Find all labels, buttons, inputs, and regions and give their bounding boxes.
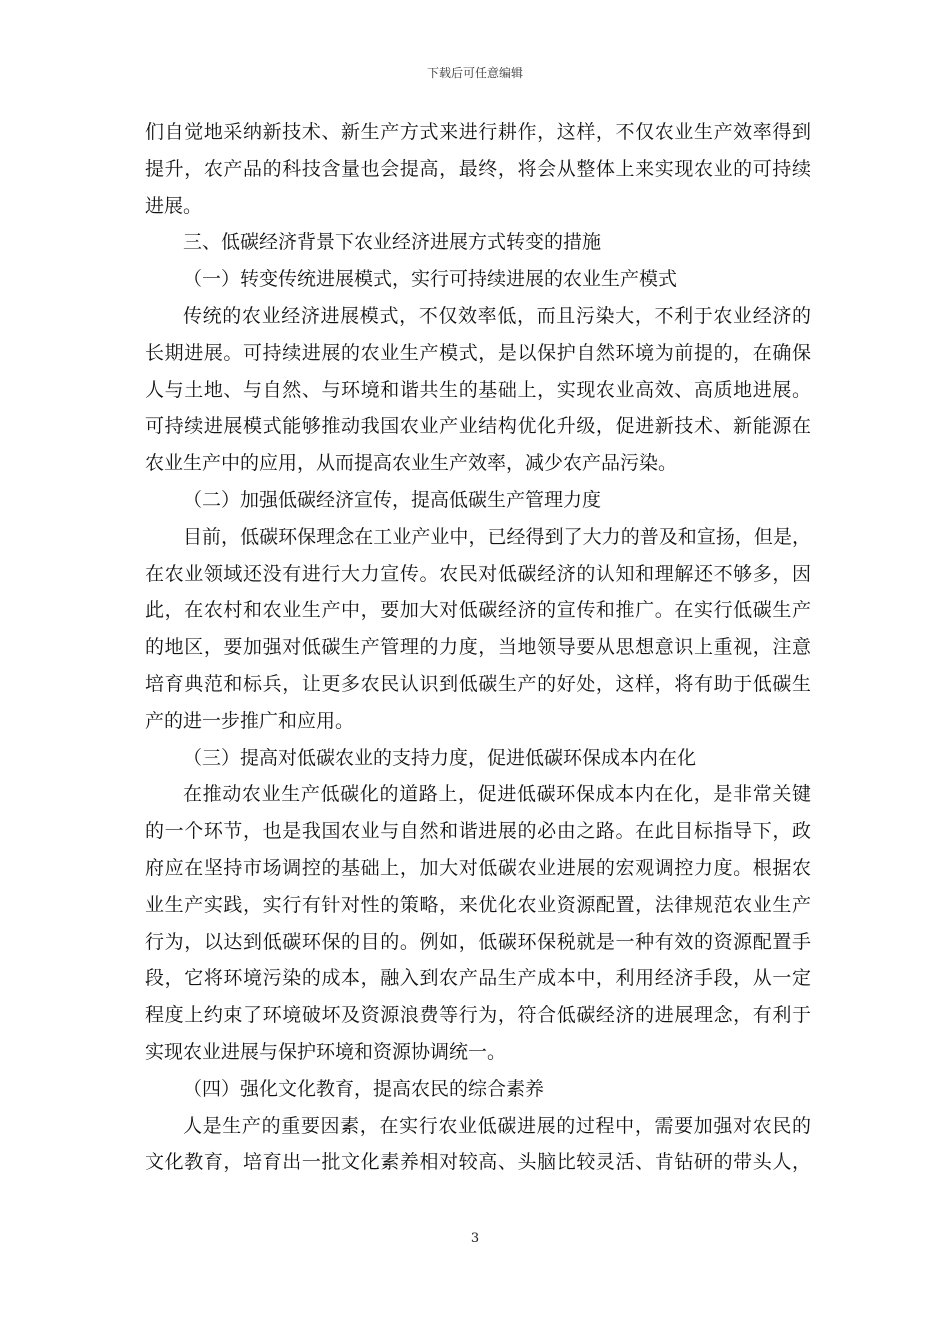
document-body	[145, 114, 811, 1181]
paragraph-line: 在农业领域还没有进行大力宣传。农民对低碳经济的认知和理解还不够多，因	[145, 562, 811, 585]
page-header: 下载后可任意编辑	[426, 66, 523, 80]
subsection-heading: （一）转变传统进展模式，实行可持续进展的农业生产模式	[183, 268, 678, 291]
paragraph-line: 培育典范和标兵，让更多农民认识到低碳生产的好处，这样，将有助于低碳生	[145, 672, 811, 695]
paragraph-line: 实现农业进展与保护环境和资源协调统一。	[145, 1040, 507, 1063]
section-heading: 三、低碳经济背景下农业经济进展方式转变的措施	[183, 231, 602, 254]
paragraph-line: 产的进一步推广和应用。	[145, 709, 355, 732]
paragraph-line: 传统的农业经济进展模式，不仅效率低，而且污染大，不利于农业经济的	[183, 304, 811, 327]
page-number: 3	[470, 1231, 480, 1246]
paragraph-line: 的地区，要加强对低碳生产管理的力度，当地领导要从思想意识上重视，注意	[145, 636, 811, 659]
paragraph-line: 程度上约束了环境破坏及资源浪费等行为，符合低碳经济的进展理念，有利于	[145, 1004, 811, 1027]
paragraph-line: 业生产实践，实行有针对性的策略，来优化农业资源配置，法律规范农业生产	[145, 893, 811, 916]
paragraph-line: 可持续进展模式能够推动我国农业产业结构优化升级，促进新技术、新能源在	[145, 415, 811, 438]
paragraph-line: 人与土地、与自然、与环境和谐共生的基础上，实现农业高效、高质地进展。	[145, 378, 811, 401]
paragraph-line: 长期进展。可持续进展的农业生产模式，是以保护自然环境为前提的，在确保	[145, 341, 811, 364]
paragraph-line: 行为，以达到低碳环保的目的。例如，低碳环保税就是一种有效的资源配置手	[145, 930, 811, 953]
paragraph-line: 目前，低碳环保理念在工业产业中，已经得到了大力的普及和宣扬，但是，	[183, 525, 811, 548]
subsection-heading: （三）提高对低碳农业的支持力度，促进低碳环保成本内在化	[183, 746, 697, 769]
paragraph-line: 农业生产中的应用，从而提高农业生产效率，减少农产品污染。	[145, 452, 678, 475]
subsection-heading: （四）强化文化教育，提高农民的综合素养	[183, 1077, 545, 1100]
paragraph-line: 提升，农产品的科技含量也会提高，最终，将会从整体上来实现农业的可持续	[145, 157, 811, 180]
paragraph-line: 在推动农业生产低碳化的道路上，促进低碳环保成本内在化，是非常关键	[183, 783, 811, 806]
paragraph-line: 文化教育，培育出一批文化素养相对较高、头脑比较灵活、肯钻研的带头人，	[145, 1151, 811, 1174]
paragraph-line: 的一个环节，也是我国农业与自然和谐进展的必由之路。在此目标指导下，政	[145, 820, 811, 843]
paragraph-line: 进展。	[145, 194, 203, 217]
paragraph-line: 段，它将环境污染的成本，融入到农产品生产成本中，利用经济手段，从一定	[145, 967, 811, 990]
paragraph-line: 人是生产的重要因素，在实行农业低碳进展的过程中，需要加强对农民的	[183, 1114, 811, 1137]
paragraph-line: 府应在坚持市场调控的基础上，加大对低碳农业进展的宏观调控力度。根据农	[145, 856, 811, 879]
subsection-heading: （二）加强低碳经济宣传，提高低碳生产管理力度	[183, 488, 602, 511]
paragraph-line: 们自觉地采纳新技术、新生产方式来进行耕作，这样，不仅农业生产效率得到	[145, 121, 811, 143]
paragraph-line: 此，在农村和农业生产中，要加大对低碳经济的宣传和推广。在实行低碳生产	[145, 599, 811, 622]
